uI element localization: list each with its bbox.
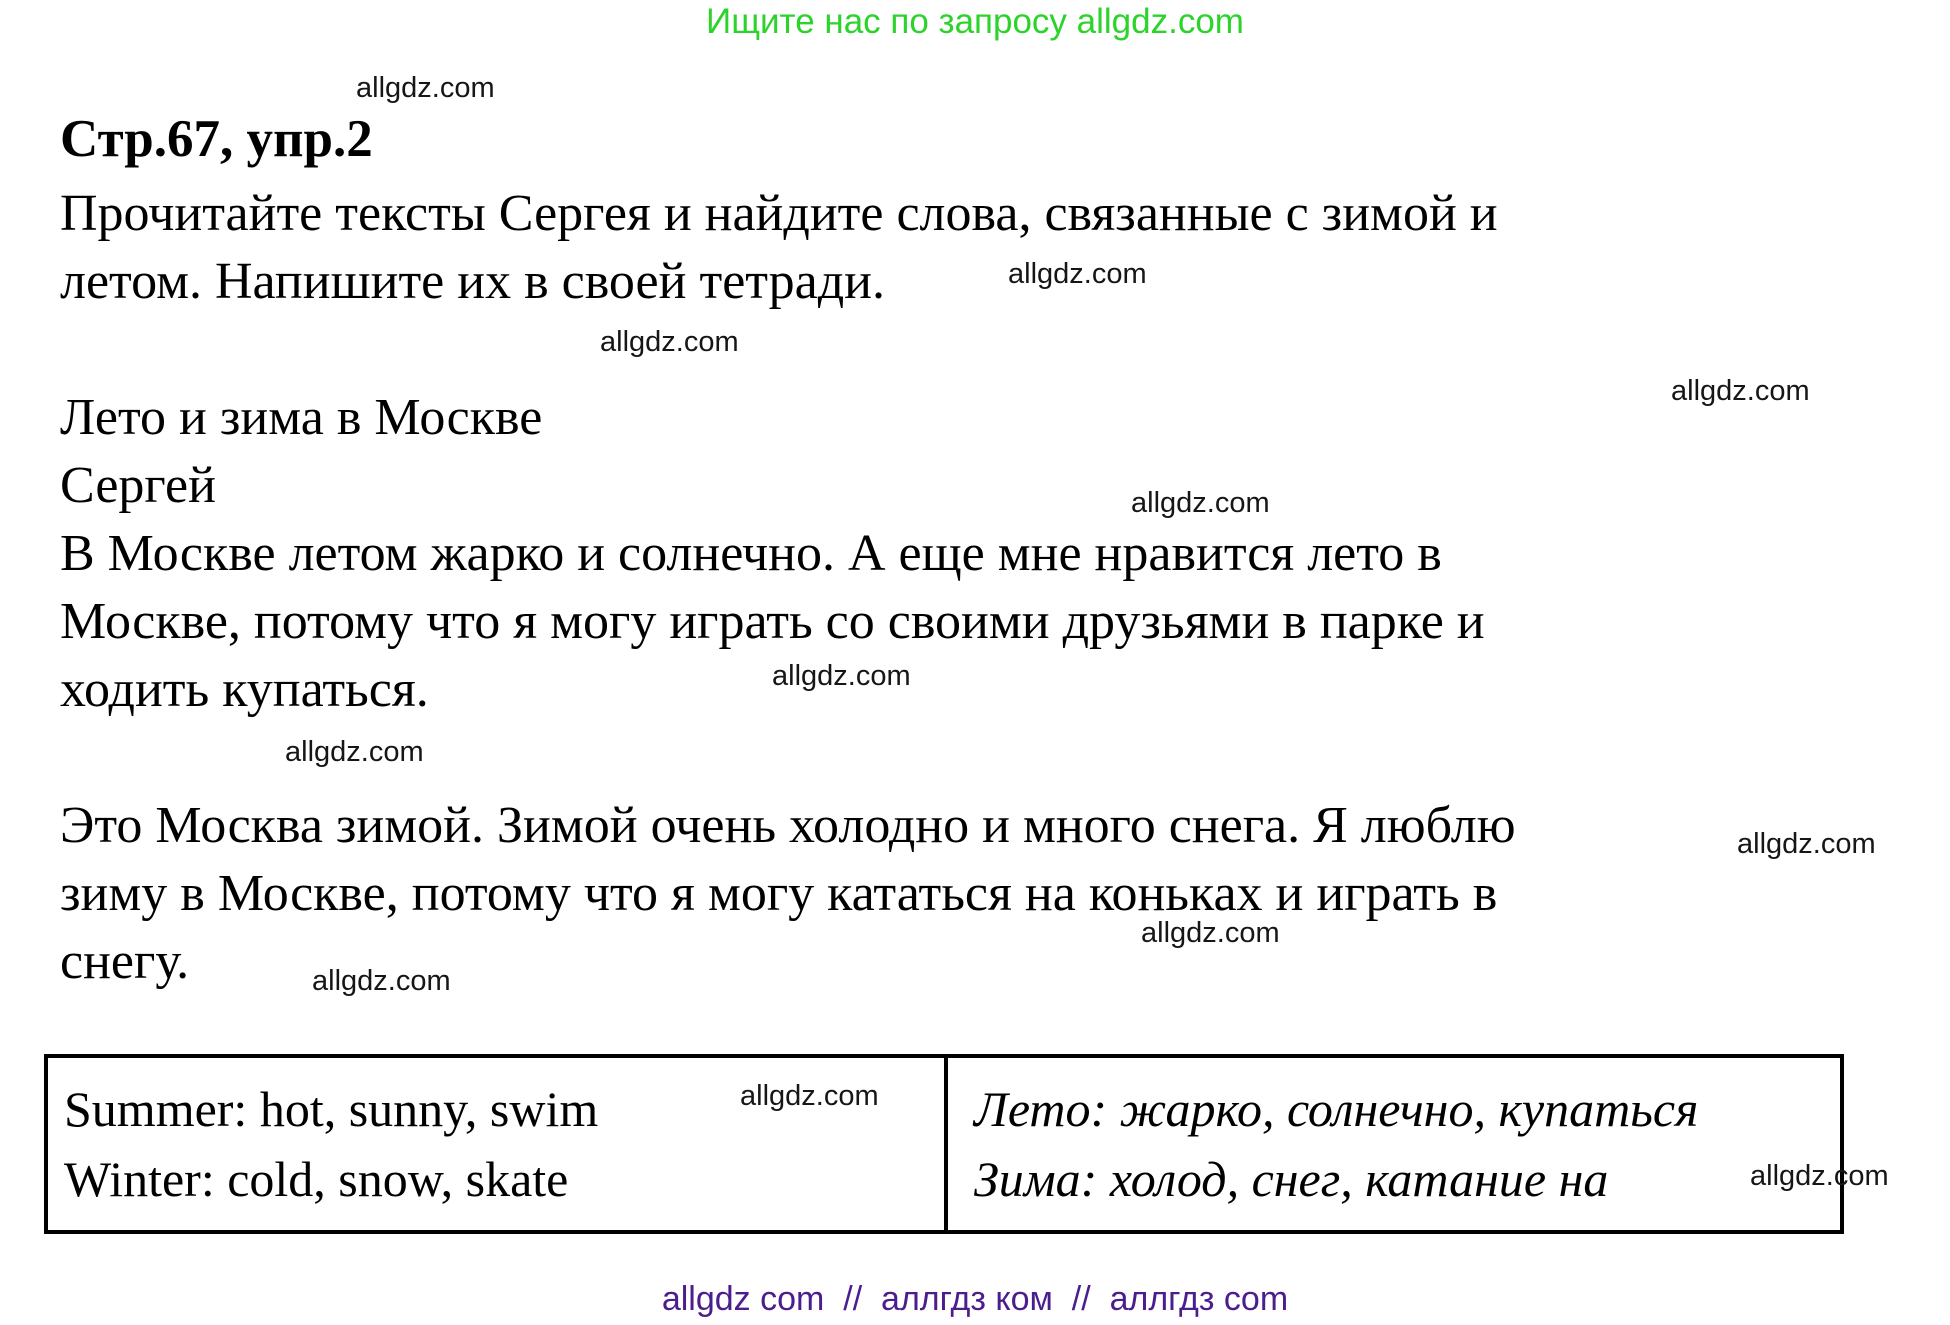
task-text [60, 180, 1498, 316]
watermark: allgdz.com [740, 1080, 879, 1112]
answer-russian-line: Лето: жарко, солнечно, купаться [974, 1081, 1699, 1137]
answer-english-line: Summer: hot, sunny, swim [64, 1081, 599, 1137]
watermark: allgdz.com [1750, 1160, 1889, 1192]
paragraph-line: В Москве летом жарко и солнечно. А еще мне нравится лето в [60, 525, 1442, 582]
answer-russian-line: Зима: холод, снег, катание на [974, 1151, 1609, 1207]
paragraph-line: зиму в Москве, потому что я могу кататься на коньках и играть в [60, 865, 1498, 922]
watermark: allgdz.com [772, 660, 911, 692]
paragraph-line: снегу. [60, 933, 190, 990]
story-author: Сергей [60, 457, 216, 514]
paragraph-line: Москве, потому что я могу играть со своими друзьями в парке и [60, 593, 1485, 650]
exercise-heading: Стр.67, упр.2 [60, 110, 373, 168]
winter-paragraph [60, 792, 1516, 996]
footer-domains: allgdz com // аллгдз ком // аллгдз com [661, 1280, 1289, 1318]
summer-paragraph [60, 520, 1485, 724]
watermark: allgdz.com [285, 736, 424, 768]
story-title: Лето и зима в Москве [60, 389, 543, 446]
watermark: allgdz.com [1737, 828, 1876, 860]
task-line: Прочитайте тексты Сергея и найдите слова, связанные с зимой и [60, 185, 1498, 242]
watermark: allgdz.com [1141, 917, 1280, 949]
answer-table [44, 1054, 1844, 1234]
answer-english-line: Winter: cold, snow, skate [64, 1151, 569, 1207]
watermark: allgdz.com [1131, 487, 1270, 519]
watermark: allgdz.com [1671, 375, 1810, 407]
paragraph-line: Это Москва зимой. Зимой очень холодно и много снега. Я люблю [60, 797, 1516, 854]
answer-russian-cell [948, 1058, 1840, 1230]
watermark: allgdz.com [356, 72, 495, 104]
watermark: allgdz.com [600, 326, 739, 358]
watermark: allgdz.com [1008, 258, 1147, 290]
watermark: allgdz.com [312, 965, 451, 997]
promo-header: Ищите нас по запросу allgdz.com [706, 2, 1244, 41]
paragraph-line: ходить купаться. [60, 661, 429, 718]
task-line: летом. Напишите их в своей тетради. [60, 253, 885, 310]
